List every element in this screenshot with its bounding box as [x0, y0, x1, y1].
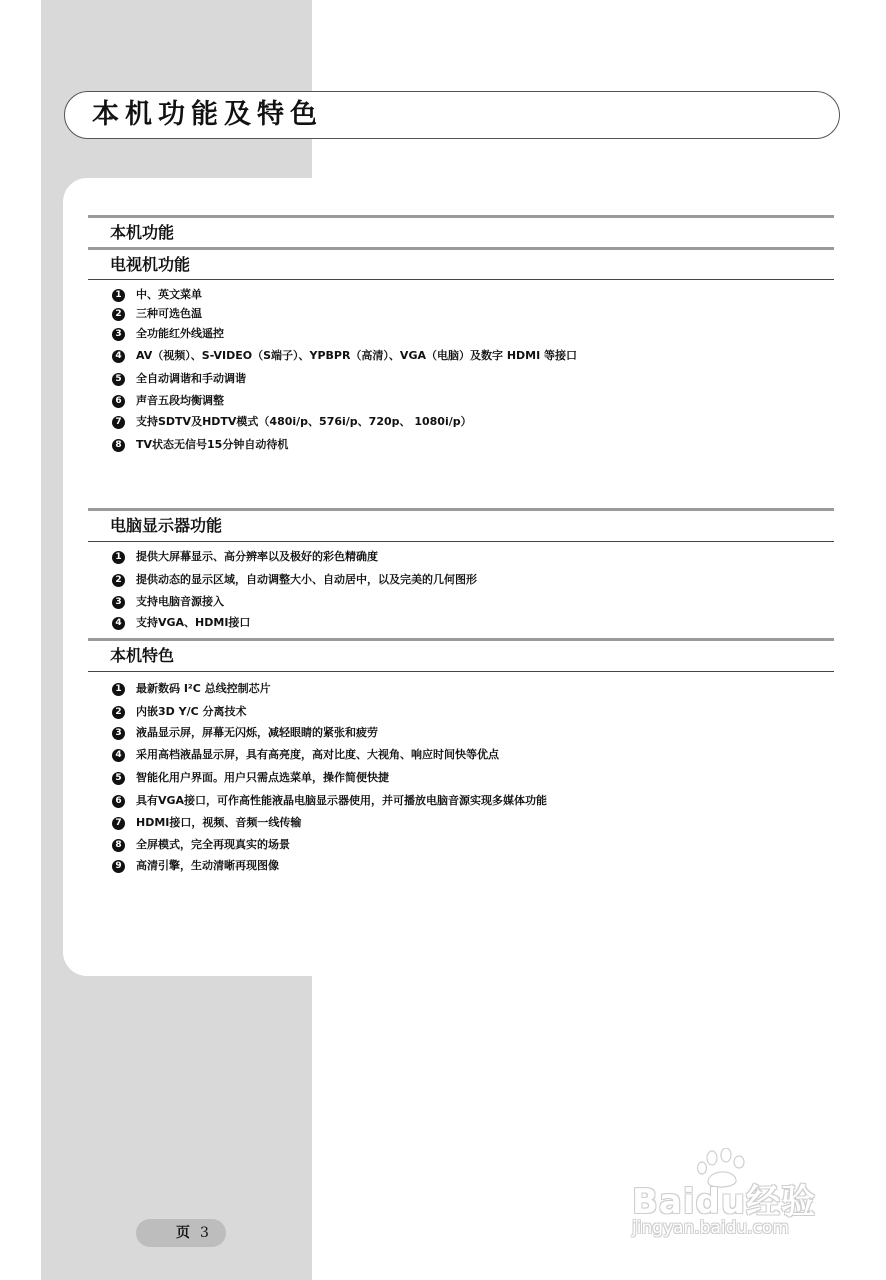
list-item	[112, 393, 224, 409]
page-title: 本机功能及特色	[92, 99, 323, 130]
list-item-text: 液晶显示屏，屏幕无闪烁，减轻眼睛的紧张和疲劳	[136, 726, 378, 739]
list-item	[112, 681, 271, 697]
page-label: 页	[176, 1225, 190, 1241]
numbered-bullet-icon: 2	[112, 706, 125, 719]
numbered-bullet-icon: 7	[112, 416, 125, 429]
numbered-bullet-icon: 1	[112, 551, 125, 564]
list-item-text: 智能化用户界面。用户只需点选菜单，操作简便快捷	[136, 771, 389, 784]
numbered-bullet-icon: 7	[112, 817, 125, 830]
list-item-text: 最新数码 I²C 总线控制芯片	[136, 682, 271, 695]
list-item	[112, 572, 477, 588]
numbered-bullet-icon: 8	[112, 439, 125, 452]
section-heading-main: 本机功能	[110, 223, 175, 242]
numbered-bullet-icon: 5	[112, 772, 125, 785]
tv-heading: 电视机功能	[110, 255, 191, 274]
list-item	[112, 371, 246, 387]
numbered-bullet-icon: 8	[112, 839, 125, 852]
list-item-text: TV状态无信号15分钟自动待机	[136, 438, 289, 451]
list-item	[112, 306, 202, 322]
numbered-bullet-icon: 1	[112, 683, 125, 696]
numbered-bullet-icon: 4	[112, 749, 125, 762]
section-rule	[88, 508, 834, 511]
numbered-bullet-icon: 3	[112, 328, 125, 341]
section-rule	[88, 215, 834, 218]
list-item-text: 全自动调谐和手动调谐	[136, 372, 246, 385]
list-item-text: 支持电脑音源接入	[136, 595, 224, 608]
list-item	[112, 725, 378, 741]
numbered-bullet-icon: 3	[112, 727, 125, 740]
heading-underline	[88, 541, 834, 542]
list-item-text: 全屏模式，完全再现真实的场景	[136, 838, 290, 851]
list-item	[112, 747, 499, 763]
list-item	[112, 326, 224, 342]
list-item-text: 声音五段均衡调整	[136, 394, 224, 407]
numbered-bullet-icon: 1	[112, 289, 125, 302]
watermark-logo-text: Baidu经验	[632, 1182, 817, 1222]
numbered-bullet-icon: 4	[112, 617, 125, 630]
list-item	[112, 348, 577, 364]
list-item	[112, 837, 290, 853]
list-item	[112, 594, 224, 610]
list-item-text: AV（视频）、S-VIDEO（S端子）、YPBPR（高清）、VGA（电脑）及数字 HDMI 等接口	[136, 349, 578, 362]
list-item	[112, 437, 288, 453]
watermark-url: jingyan.baidu.com	[632, 1218, 789, 1238]
list-item	[112, 287, 202, 303]
numbered-bullet-icon: 6	[112, 395, 125, 408]
pc-heading: 电脑显示器功能	[110, 516, 223, 535]
list-item-text: 高清引擎，生动清晰再现图像	[136, 859, 279, 872]
list-item	[112, 793, 547, 809]
list-item-text: 支持SDTV及HDTV模式（480i/p、576i/p、720p、 1080i/p）	[136, 415, 472, 428]
numbered-bullet-icon: 5	[112, 373, 125, 386]
list-item	[112, 549, 378, 565]
numbered-bullet-icon: 6	[112, 795, 125, 808]
list-item	[112, 704, 247, 720]
numbered-bullet-icon: 9	[112, 860, 125, 873]
list-item-text: 中、英文菜单	[136, 288, 202, 301]
list-item-text: 支持VGA、HDMI接口	[136, 616, 251, 629]
list-item	[112, 858, 279, 874]
list-item	[112, 414, 472, 430]
numbered-bullet-icon: 2	[112, 574, 125, 587]
section-rule	[88, 638, 834, 641]
numbered-bullet-icon: 2	[112, 308, 125, 321]
list-item-text: 具有VGA接口，可作高性能液晶电脑显示器使用，并可播放电脑音源实现多媒体功能	[136, 794, 548, 807]
list-item	[112, 770, 389, 786]
list-item	[112, 615, 250, 631]
list-item-text: 三种可选色温	[136, 307, 202, 320]
list-item-text: 提供大屏幕显示、高分辨率以及极好的彩色精确度	[136, 550, 378, 563]
numbered-bullet-icon: 3	[112, 596, 125, 609]
list-item-text: HDMI接口，视频、音频一线传输	[136, 816, 302, 829]
heading-underline	[88, 279, 834, 280]
heading-underline	[88, 671, 834, 672]
features-heading: 本机特色	[110, 646, 175, 665]
numbered-bullet-icon: 4	[112, 350, 125, 363]
list-item-text: 全功能红外线遥控	[136, 327, 224, 340]
list-item-text: 采用高档液晶显示屏，具有高亮度，高对比度、大视角、响应时间快等优点	[136, 748, 499, 761]
list-item-text: 内嵌3D Y/C 分离技术	[136, 705, 247, 718]
section-rule	[88, 247, 834, 250]
page-number: 3	[200, 1225, 209, 1241]
list-item	[112, 815, 301, 831]
list-item-text: 提供动态的显示区域，自动调整大小、自动居中，以及完美的几何图形	[136, 573, 477, 586]
baidu-watermark	[632, 1148, 832, 1248]
